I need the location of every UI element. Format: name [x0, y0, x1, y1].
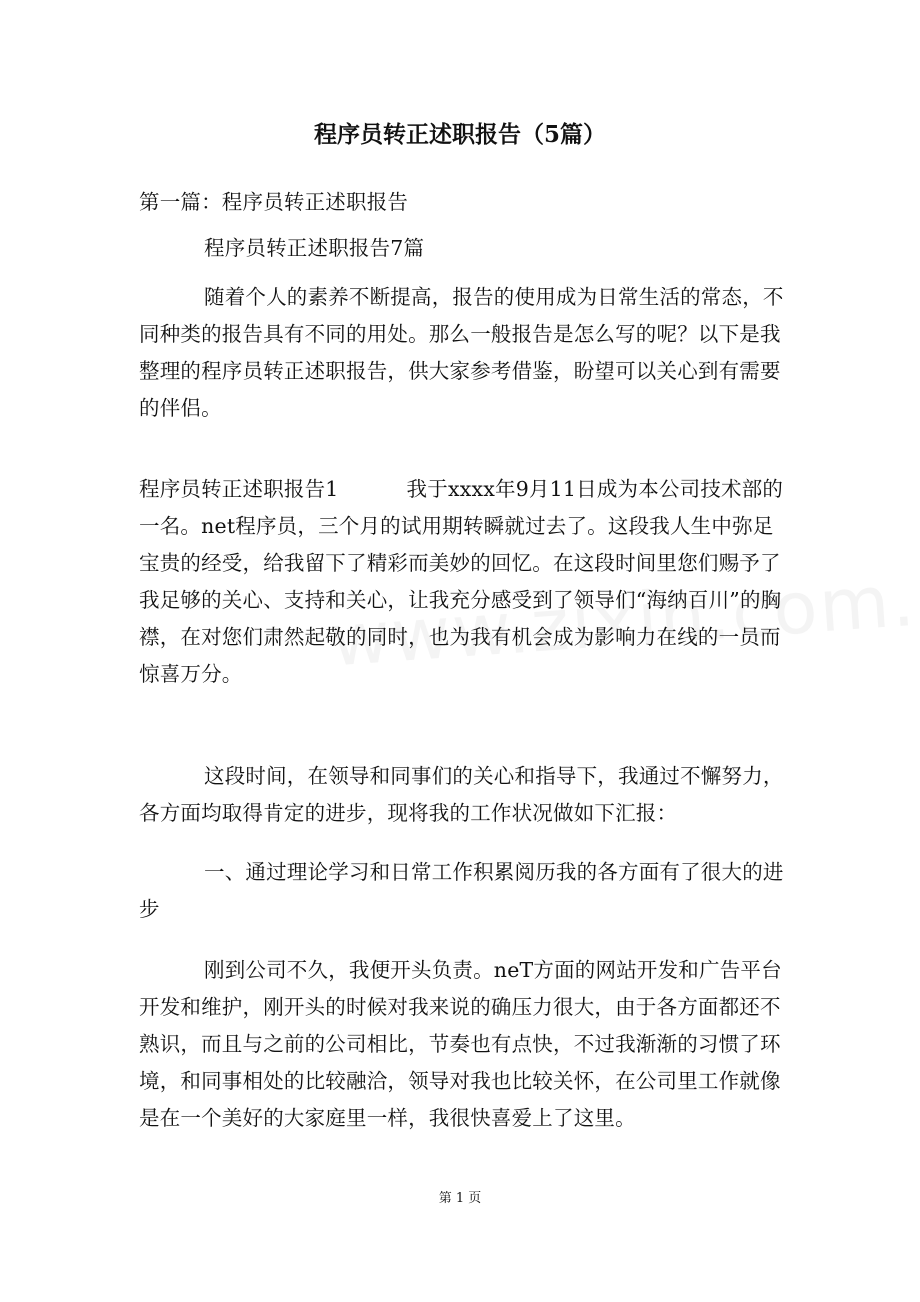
report-1-label: 程序员转正述职报告1 — [139, 477, 339, 501]
sub-title: 程序员转正述职报告7篇 — [204, 236, 425, 260]
document-title: 程序员转正述职报告（5篇） — [313, 121, 606, 148]
report-1-text: 我于xxxx年9月11日成为本公司技术部的一名。net程序员，三个月的试用期转瞬就过去了。这段我人生中弥足宝贵的经受，给我留下了精彩而美妙的回忆。在这段时间里您们赐予了我足够的关心、支持和关心，让我充分感受到了领导们“海纳百川”的胸襟，在对您们肃然起敬的同时，也为我有机会成为影响力在线的一员而惊喜万分。 — [139, 477, 784, 686]
page-footer — [0, 1189, 920, 1209]
footer-prefix: 第 — [438, 1191, 452, 1206]
work-summary-paragraph: 这段时间，在领导和同事们的关心和指导下，我通过不懈努力，各方面均取得肯定的进步，现将我的工作状况做如下汇报： — [139, 764, 784, 825]
work-detail-paragraph: 刚到公司不久，我便开头负责。neT方面的网站开发和广告平台开发和维护，刚开头的时候对我来说的确压力很大，由于各方面都还不熟识，而且与之前的公司相比，节奏也有点快，不过我渐渐的习惯了环境，和同事相处的比较融洽，领导对我也比较关怀，在公司里工作就像是在一个美好的大家庭里一样，我很快喜爱上了这里。 — [139, 958, 782, 1130]
report-1-paragraph — [139, 471, 789, 693]
section-heading: 第一篇：程序员转正述职报告 — [139, 190, 409, 214]
footer-suffix: 页 — [468, 1191, 482, 1206]
intro-paragraph: 随着个人的素养不断提高，报告的使用成为日常生活的常态，不同种类的报告具有不同的用处。那么一般报告是怎么写的呢？以下是我整理的程序员转正述职报告，供大家参考借鉴，盼望可以关心到有需要的伴侣。 — [139, 285, 784, 420]
page-number: 1 — [455, 1191, 465, 1206]
section-point-1: 一、通过理论学习和日常工作积累阅历我的各方面有了很大的进步 — [139, 860, 784, 921]
